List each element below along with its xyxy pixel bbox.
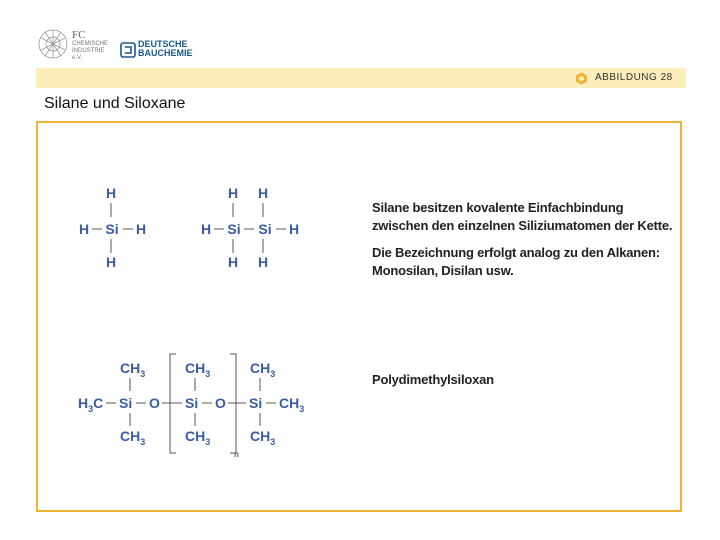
atom-si: Si — [105, 221, 119, 237]
atom-si-2: Si — [258, 221, 272, 237]
atom-si-2: Si — [185, 395, 199, 411]
atom-h-top-2: H — [257, 185, 269, 201]
header-bar — [36, 68, 686, 88]
group-h3c-left: $H_3C$ — [78, 395, 104, 414]
atom-si-1: Si — [119, 395, 133, 411]
group-ch3-top-3: $CH_3$ — [250, 360, 276, 379]
siloxane-label: Polydimethylsiloxan — [372, 372, 494, 387]
atom-h-bottom-1: H — [227, 254, 239, 270]
atom-h-bottom: H — [105, 254, 117, 270]
atom-h-left: H — [200, 221, 212, 237]
repeat-subscript-n: n — [234, 450, 239, 459]
group-ch3-right: $CH_3$ — [279, 395, 305, 414]
naming-description: Die Bezeichnung erfolgt analog zu den Alkanen: Monosilan, Disilan usw. — [372, 245, 660, 278]
fci-logo-text: FC CHEMISCHE INDUSTRIE e.V. — [72, 29, 109, 61]
atom-h-left: H — [78, 221, 90, 237]
disilane-structure — [201, 185, 299, 270]
chemical-structures — [36, 121, 682, 512]
atom-o-2: O — [215, 395, 226, 411]
atom-si-1: Si — [227, 221, 241, 237]
atom-o-1: O — [149, 395, 160, 411]
atom-h-top: H — [105, 185, 117, 201]
atom-h-right: H — [135, 221, 147, 237]
polysiloxane-structure — [78, 354, 304, 459]
atom-si-3: Si — [249, 395, 263, 411]
group-ch3-top-2: $CH_3$ — [185, 360, 211, 379]
hexagon-icon — [575, 72, 588, 85]
figure-label: ABBILDUNG 28 — [595, 72, 673, 83]
atom-h-bottom-2: H — [257, 254, 269, 270]
atom-h-top-1: H — [227, 185, 239, 201]
monosilane-structure — [79, 185, 146, 270]
atom-h-right: H — [288, 221, 300, 237]
page-title: Silane und Siloxane — [44, 95, 186, 112]
group-ch3-bottom-3: $CH_3$ — [250, 428, 276, 447]
group-ch3-top-1: $CH_3$ — [120, 360, 146, 379]
deutsche-bauchemie-logo-text: DEUTSCHE BAUCHEMIE — [138, 39, 193, 58]
silane-description: Silane besitzen kovalente Einfachbindung zwischen den einzelnen Siliziumatomen der Kette. — [372, 200, 673, 233]
group-ch3-bottom-1: $CH_3$ — [120, 428, 146, 447]
group-ch3-bottom-2: $CH_3$ — [185, 428, 211, 447]
